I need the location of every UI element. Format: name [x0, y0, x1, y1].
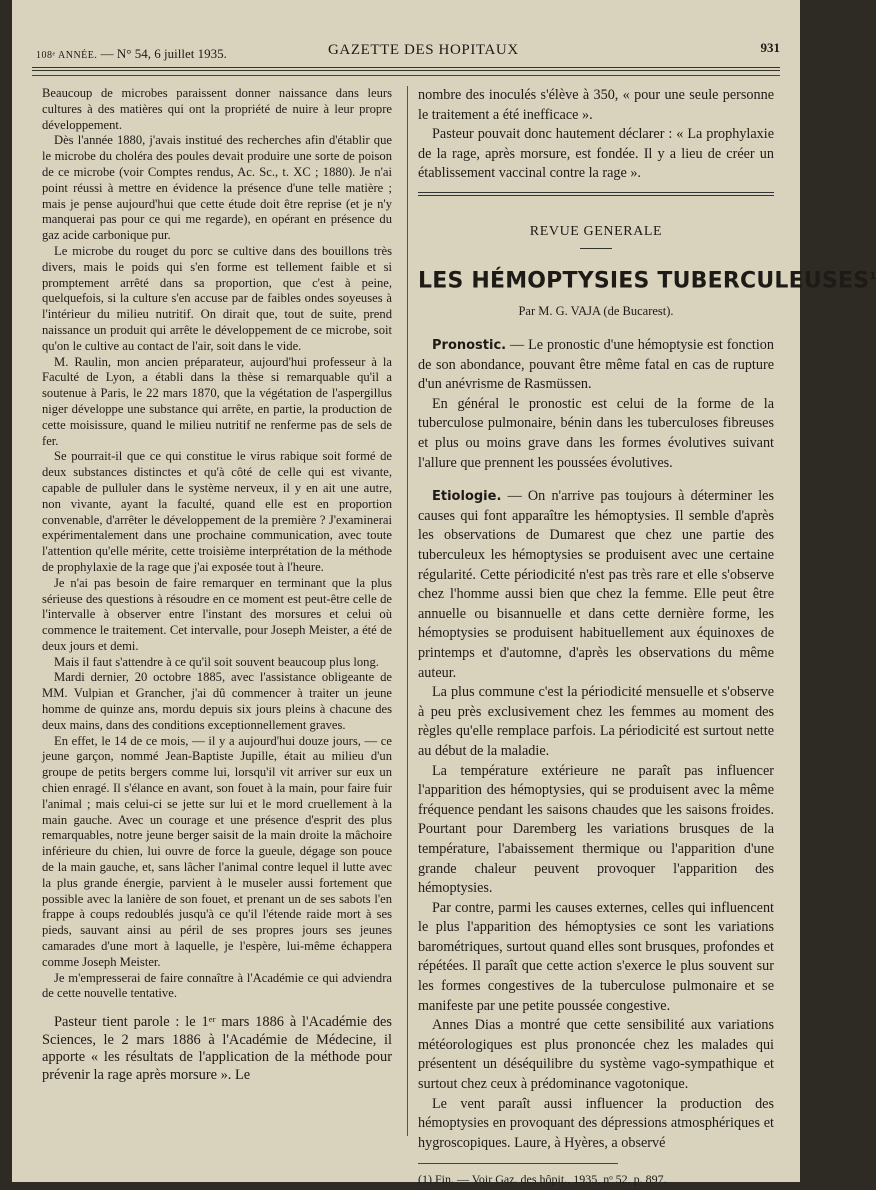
paragraph: Par contre, parmi les causes externes, celles qui influencent le plus l'apparition des hémoptysies ce sont les variations barométriques, surtout quand elles sont brusques, profondes et répétées. Il paraît que cette action s'exerce le plus souvent sur les formes congestives de la tuberculose pulmonaire et se manifeste par une petite poussée congestive. — [418, 899, 774, 1014]
paragraph: En général le pronostic est celui de la forme de la tuberculose pulmonaire, bénin dans les tuberculoses fibreuses et plus ou moins grave dans les formes évolutives suivant l'allure que prennent les poussées évolutives. — [418, 395, 774, 471]
page-number: 931 — [760, 40, 780, 55]
spacer — [418, 322, 774, 336]
short-rule — [580, 248, 612, 249]
footnote-rule — [418, 1163, 618, 1164]
journal-page — [12, 0, 876, 1187]
right-column — [418, 86, 876, 1190]
left-column — [42, 86, 392, 1084]
paragraph — [418, 487, 774, 683]
paragraph — [418, 336, 774, 395]
paragraph: Je m'empresserai de faire connaître à l'Académie ce qui adviendra de cette nouvelle tentative. — [42, 970, 392, 1001]
issue-number-date: — N° 54, 6 juillet 1935. — [97, 46, 227, 61]
section-divider — [418, 192, 774, 196]
running-head — [36, 40, 780, 62]
paragraph: Se pourrait-il que ce qui constitue le virus rabique soit formé de deux substances distinctes et qu'à côté de celle qui est vivante, capable de pulluler dans le système nerveux, il y en ait une autre, non vivante, ayant la faculté, quand elle est en proportion convenable, d'arrêter le développement de la première ? J'examinerai expérimentalement dans une prochaine communication, avec toute l'attention qu'elle mérite, cette troisième interprétation de la méthode de prophylaxie de la rage que j'ai exposée tout à l'heure. — [42, 449, 392, 574]
issue-year: 108ᵉ ANNÉE. — [36, 50, 98, 61]
article-title-text: LES HÉMOPTYSIES TUBERCULEUSES — [418, 267, 870, 293]
paragraph-text: — On n'arrive pas toujours à déterminer les causes qui font apparaître les hémoptysies. Il semble d'après les observations de Dumarest que chez une partie des tuberculeux les hémoptysies se produisent avec une certaine régularité. Cette périodicité n'est pas très rare et elle s'observe chez l'homme aussi bien que chez la femme. Elle peut être annuelle ou bisannuelle et dans cette dernière forme, les hémoptysies se produisent habituellement aux équinoxes de printemps et d'automne, d'après les observations du même auteur. — [418, 488, 774, 681]
paragraph: Mais il faut s'attendre à ce qu'il soit souvent beaucoup plus long. — [54, 654, 379, 669]
footnote-marker: 1 — [869, 270, 876, 282]
header-rule-thin — [32, 75, 780, 76]
paragraph: Le vent paraît aussi influencer la production des hémoptysies en provoquant des dépressions atmosphériques et hygroscopiques. Laure, à Hyères, a observé — [418, 1095, 774, 1151]
issue-info — [36, 46, 227, 62]
paragraph: En effet, le 14 de ce mois, — il y a aujourd'hui douze jours, — ce jeune garçon, nommé Jean-Baptiste Jupille, était au milieu d'un groupe de petits bergers comme lui, lorsqu'il vit arriver sur eux un chien enragé. Il s'élance en avant, son fouet à la main, pour faire fuir l'animal ; mais celui-ci se jette sur lui et le mord cruellement à la main gauche. Avec un courage et une présence d'esprit des plus remarquables, notre jeune berger saisit de la main droite la mâchoire inférieure du chien, lui ouvre de force la gueule, dégage son pouce de la main gauche, et, sans lâcher l'animal contre lequel il lutte avec la plus grande énergie, parvient à le museler aussi fortement que possible avec la lanière de son fouet, et prenant un de ses sabots l'en frappe à coups redoublés jusqu'à ce qu'il l'étende raide mort à ses pieds, sauvant ainsi au péril de ses propres jours ses jeunes camarades d'une mort à laquelle, je l'espère, lui-même échappera comme Joseph Meister. — [42, 733, 392, 969]
paragraph: Mardi dernier, 20 octobre 1885, avec l'assistance obligeante de MM. Vulpian et Grancher, j'ai dû commencer à traiter un jeune homme de quinze ans, mordu depuis six jours pleins à chacune des deux mains, dans des conditions exceptionnellement graves. — [42, 670, 392, 732]
column-separator — [407, 86, 408, 1136]
paragraph: M. Raulin, mon ancien préparateur, aujourd'hui professeur à la Faculté de Lyon, a établi dans la thèse si remarquable qu'il a soutenue à Paris, le 22 mars 1870, que la végétation de l'aspergillus niger développe une substance qui arrête, en partie, la production de cette moisissure, quand le milieu nutritif ne renferme pas de sels de fer. — [42, 354, 392, 448]
paragraph: Pasteur pouvait donc hautement déclarer : « La prophylaxie de la rage, après morsure, est fondée. Il y a lieu de créer un établissement vaccinal contre la rage ». — [418, 126, 774, 182]
paragraph: Le microbe du rouget du porc se cultive dans des bouillons très divers, mais le poids qui s'en forme est tellement faible et si promptement arrêté dans sa proportion, que c'est à peine, quelquefois, si la culture s'en accuse par de faibles ondes soyeuses à l'intérieur du milieu nutritif. On dirait que, tout de suite, prend naissance un produit qui arrête le développement de ce microbe, soit qu'on le cultive au contact de l'air, soit dans le vide. — [42, 243, 392, 353]
footnote: (1) Fin. — Voir Gaz. des hôpit., 1935, nᵒ 52, p. 897. — [418, 1172, 667, 1187]
paragraph: Je n'ai pas besoin de faire remarquer en terminant que la plus sérieuse des questions à résoudre en ce moment est peut-être celle de l'intervalle à observer entre l'instant des morsures et celui où commence le traitement. Cet intervalle, pour Joseph Meister, a été de deux jours et demi. — [42, 575, 392, 653]
paragraph: Pasteur tient parole : le 1ᵉʳ mars 1886 à l'Académie des Sciences, le 2 mars 1886 à l'Académie de Médecine, il apporte « les résultats de l'application de la méthode pour prévenir la rage après morsure ». Le — [42, 1014, 392, 1083]
paragraph: nombre des inoculés s'élève à 350, « pour une seule personne le traitement a été inefficace ». — [418, 87, 774, 123]
paragraph-lead: Pronostic. — [432, 338, 507, 354]
spacer — [418, 473, 774, 487]
paragraph: Annes Dias a montré que cette sensibilité aux variations météorologiques est plus prononcée chez les malades qui présentent un déséquilibre du système vago-sympathique et surtout chez ceux à prédominance vagotonique. — [418, 1017, 774, 1093]
paragraph-text: — Le pronostic d'une hémoptysie est fonction de son abondance, pouvant être même fatal en cas de rupture d'un anévrisme de Rasmüssen. — [418, 337, 774, 393]
article-title — [418, 267, 876, 293]
paragraph-lead: Etiologie. — [432, 489, 502, 505]
journal-title: GAZETTE DES HOPITAUX — [328, 42, 519, 58]
header-rule — [32, 67, 780, 71]
byline: Par M. G. VAJA (de Bucarest). — [518, 304, 674, 319]
paragraph: La plus commune c'est la périodicité mensuelle et s'observe à peu près exclusivement chez les femmes au moment des règles qu'elle remplace parfois. La périodicité est surtout nette au début de la maladie. — [418, 684, 774, 759]
paragraph: Beaucoup de microbes paraissent donner naissance dans leurs cultures à des matières qui ont la propriété de nuire à leur propre développement. — [42, 86, 392, 132]
paragraph: Dès l'année 1880, j'avais institué des recherches afin d'établir que le microbe du choléra des poules devait produire une sorte de poison de ce microbe (voir Comptes rendus, Ac. Sc., t. XC ; 1880). Je n'ai point réussi à mettre en évidence la présence d'une telle matière ; mais je pense aujourd'hui que cette étude doit être reprise (et je n'y manquerai pas pour ce qui me regarde), en opérant en présence du gaz acide carbonique pur. — [42, 133, 392, 243]
section-heading: REVUE GENERALE — [529, 223, 663, 239]
paragraph: La température extérieure ne paraît pas influencer l'apparition des hémoptysies, qui se produisent avec la même fréquence pendant les saisons chaudes que les saisons froides. Pourtant pour Daremberg les variations brusques de la température, l'abaissement thermique ou l'apparition d'une grande chaleur peuvent provoquer l'apparition des hémoptysies. — [418, 762, 774, 897]
